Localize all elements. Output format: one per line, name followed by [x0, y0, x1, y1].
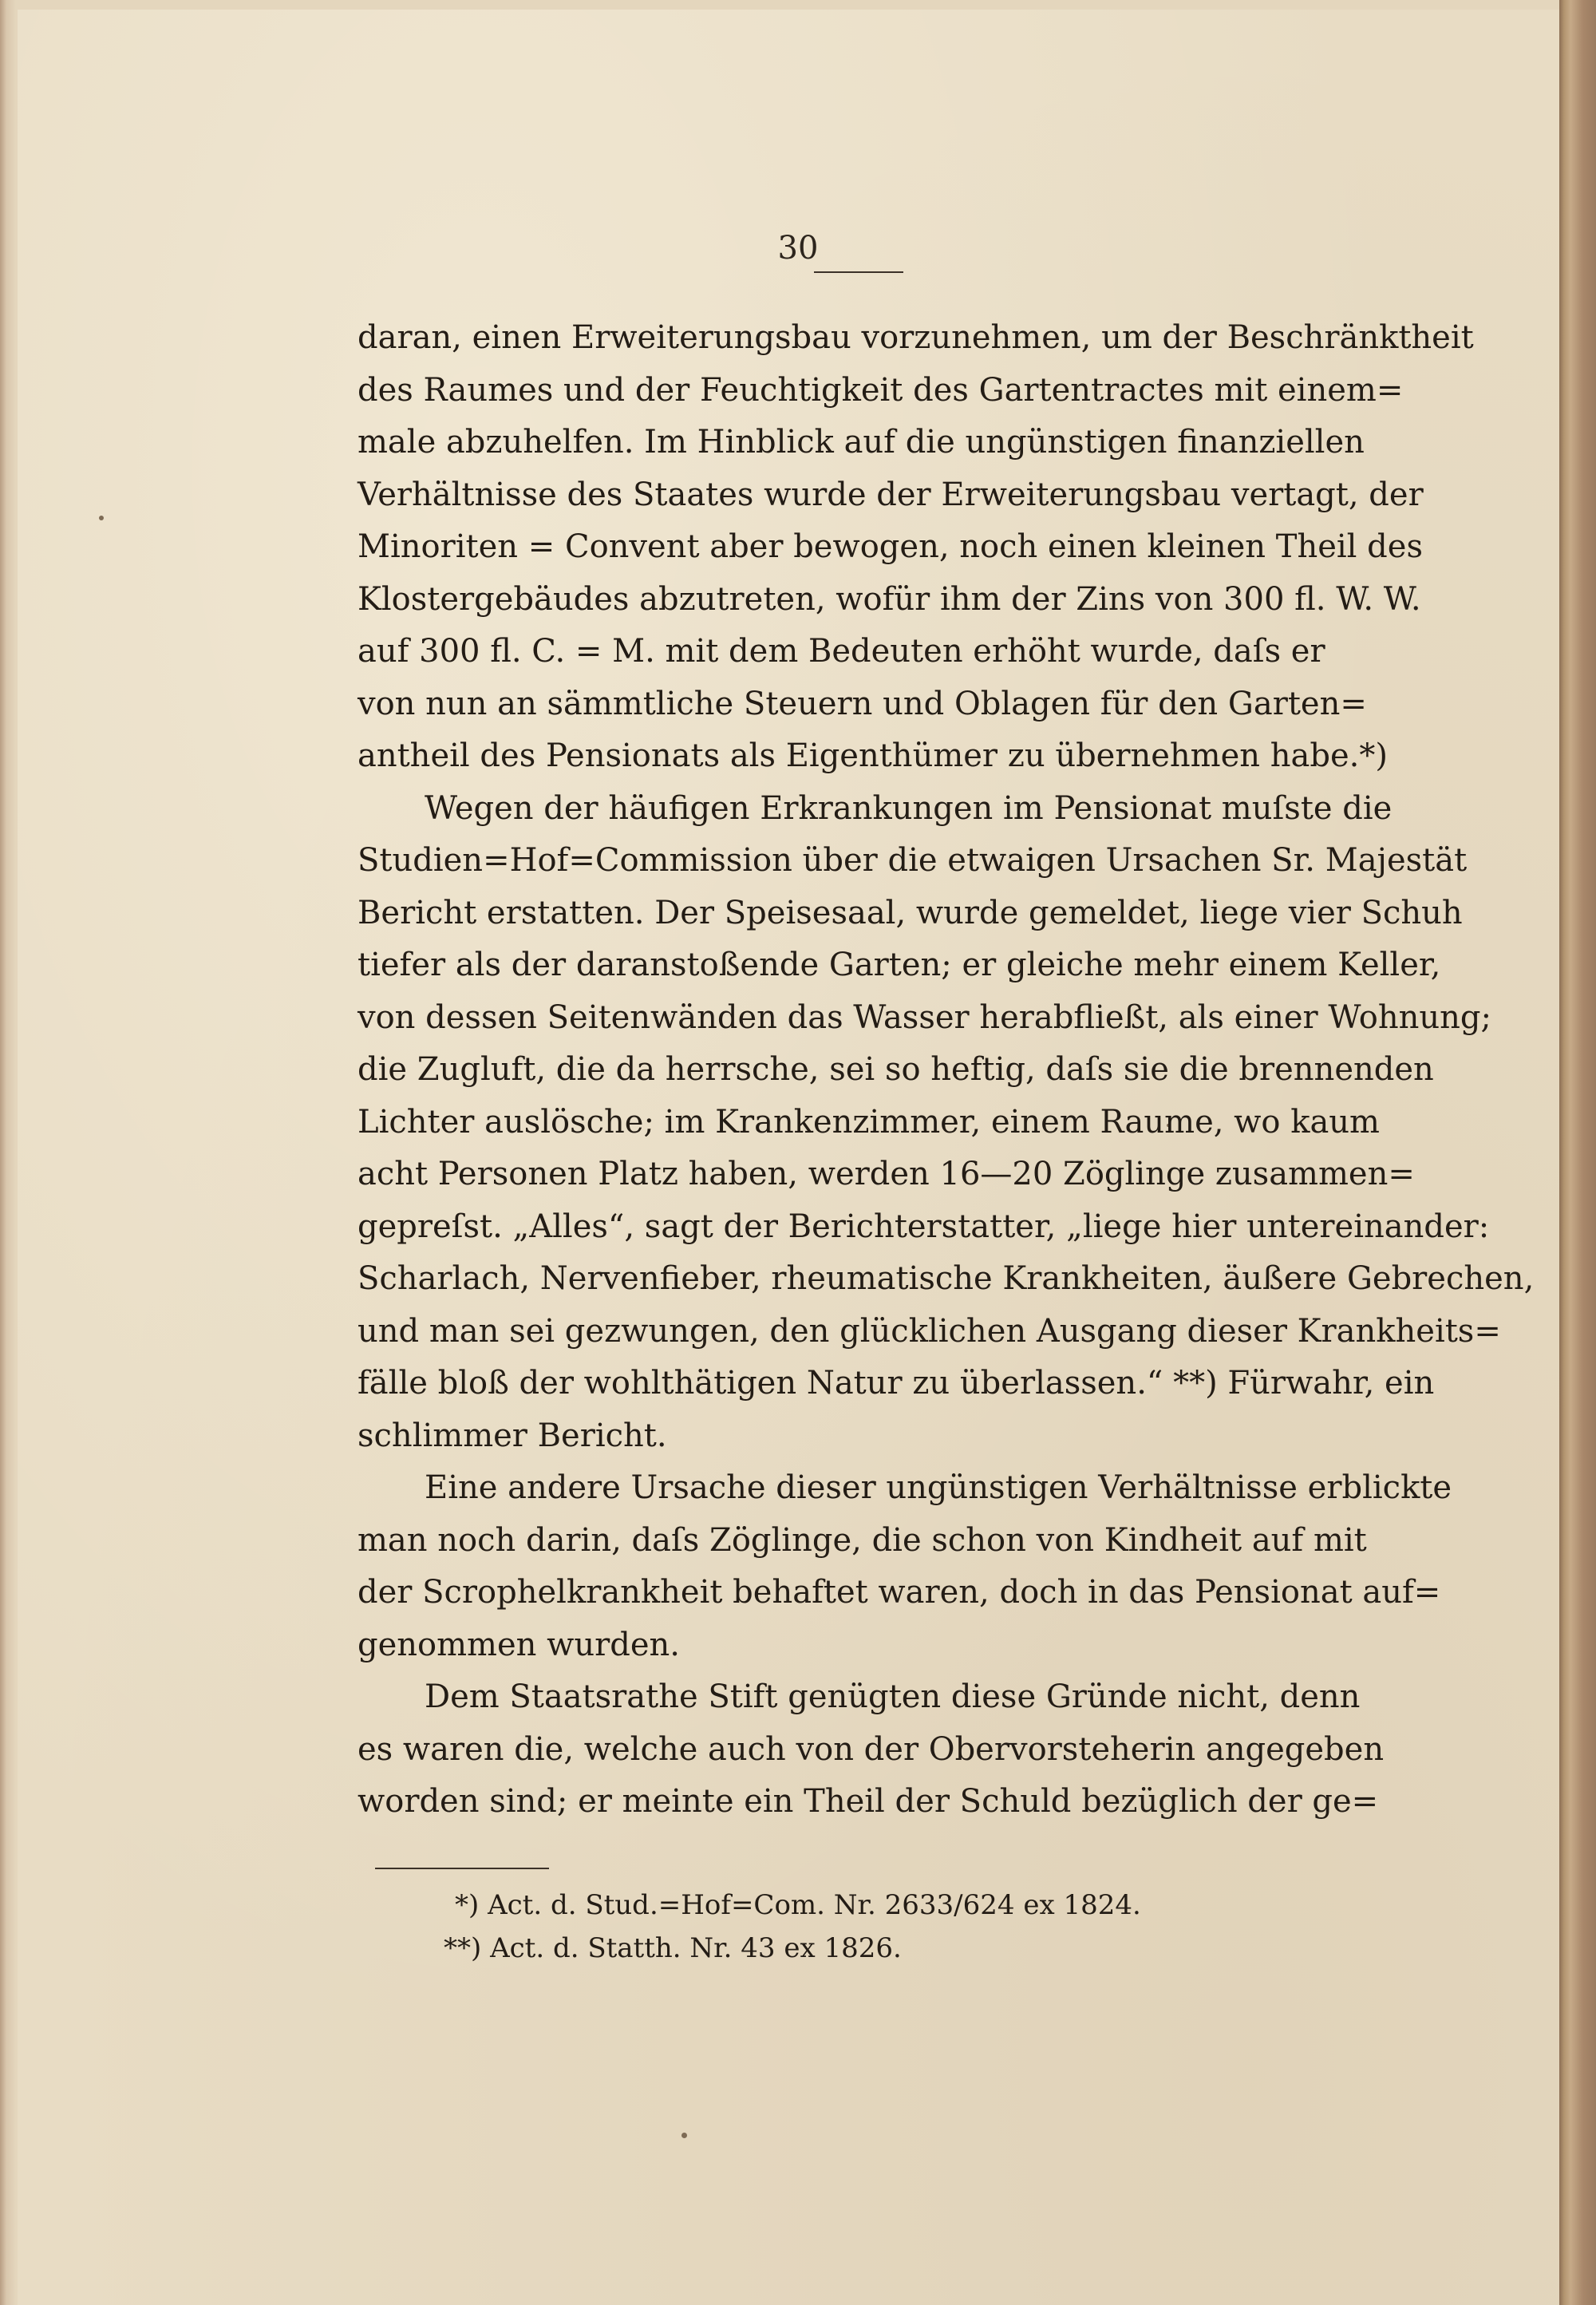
footnote: **) Act. d. Statth. Nr. 43 ex 1826.: [444, 1932, 902, 1964]
body-line: man noch darin, daſs Zöglinge, die schon von Kindheit auf mit: [358, 1522, 1367, 1559]
body-line: schlimmer Bericht.: [358, 1417, 667, 1454]
body-line: worden sind; er meinte ein Theil der Schuld bezüglich der ge=: [358, 1783, 1379, 1820]
body-line: von nun an sämmtliche Steuern und Oblagen für den Garten=: [358, 686, 1367, 722]
body-line: male abzuhelfen. Im Hinblick auf die ungünstigen finanziellen: [358, 424, 1365, 461]
page-number-rule: [814, 271, 903, 273]
body-line: der Scrophelkrankheit behaftet waren, doch in das Pensionat auf=: [358, 1574, 1441, 1611]
binding-gutter: [1559, 0, 1596, 2305]
footnote: *) Act. d. Stud.=Hof=Com. Nr. 2633/624 ex 1824.: [455, 1889, 1141, 1921]
body-line: Studien=Hof=Commission über die etwaigen Ursachen Sr. Majestät: [358, 842, 1468, 879]
body-line: fälle bloß der wohlthätigen Natur zu überlassen.“ **) Fürwahr, ein: [358, 1365, 1435, 1402]
body-line: und man sei gezwungen, den glücklichen Ausgang dieser Krankheits=: [358, 1313, 1501, 1350]
body-line: Klostergebäudes abzutreten, wofür ihm der Zins von 300 fl. W. W.: [358, 581, 1421, 618]
body-line: auf 300 fl. C. = M. mit dem Bedeuten erhöht wurde, daſs er: [358, 633, 1325, 670]
body-line: Minoriten = Convent aber bewogen, noch einen kleinen Theil des: [358, 528, 1423, 565]
paper-speck: [681, 2133, 687, 2138]
body-line: des Raumes und der Feuchtigkeit des Gartentractes mit einem=: [358, 372, 1404, 409]
body-line: von dessen Seitenwänden das Wasser herabfließt, als einer Wohnung;: [358, 999, 1491, 1036]
body-line: genommen wurden.: [358, 1627, 681, 1663]
body-line: gepreſst. „Alles“, sagt der Berichterstatter, „liege hier untereinander:: [358, 1208, 1490, 1245]
body-line-paragraph-start: Eine andere Ursache dieser ungünstigen Verhältnisse erblickte: [425, 1469, 1452, 1506]
body-line: Lichter auslösche; im Krankenzimmer, einem Raume, wo kaum: [358, 1104, 1380, 1141]
body-line: tiefer als der daranstoßende Garten; er gleiche mehr einem Keller,: [358, 947, 1441, 983]
body-line-paragraph-start: Dem Staatsrathe Stift genügten diese Gründe nicht, denn: [425, 1678, 1361, 1715]
body-line: Bericht erstatten. Der Speisesaal, wurde gemeldet, liege vier Schuh: [358, 895, 1463, 931]
body-line: Scharlach, Nervenfieber, rheumatische Krankheiten, äußere Gebrechen,: [358, 1260, 1535, 1297]
footnote-separator: [375, 1868, 549, 1869]
body-line: die Zugluft, die da herrsche, sei so heftig, daſs sie die brennenden: [358, 1051, 1434, 1088]
body-line-paragraph-start: Wegen der häufigen Erkrankungen im Pensionat muſste die: [425, 790, 1393, 827]
body-line: Verhältnisse des Staates wurde der Erweiterungsbau vertagt, der: [358, 476, 1424, 513]
page-number: 30: [777, 230, 819, 267]
body-line: es waren die, welche auch von der Obervorsteherin angegeben: [358, 1731, 1385, 1768]
body-line: acht Personen Platz haben, werden 16—20 Zöglinge zusammen=: [358, 1156, 1415, 1192]
body-line: daran, einen Erweiterungsbau vorzunehmen, um der Beschränktheit: [358, 319, 1474, 356]
paper-speck: [99, 516, 104, 520]
body-line: antheil des Pensionats als Eigenthümer zu übernehmen habe.*): [358, 737, 1388, 774]
